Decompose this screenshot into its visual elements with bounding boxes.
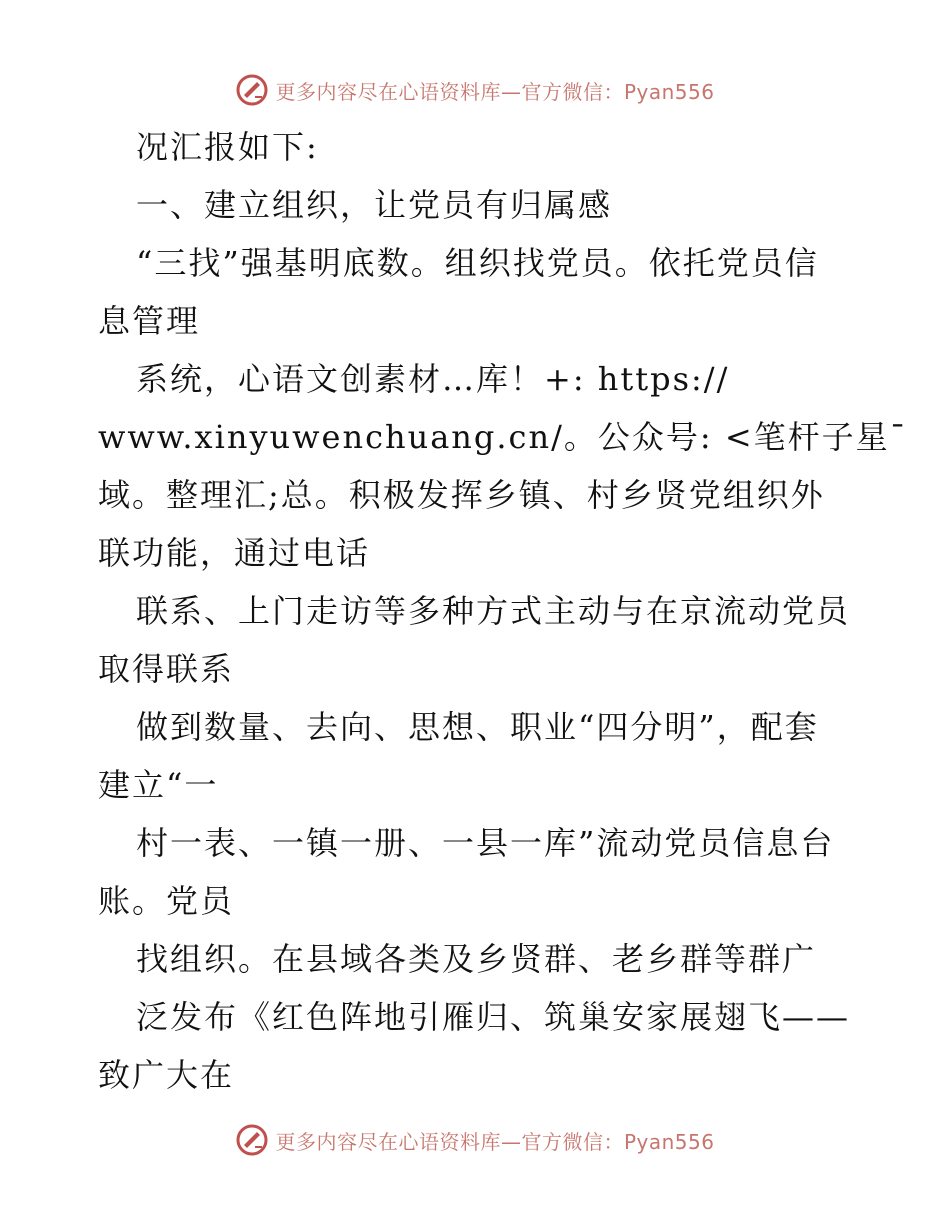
watermark-text: 更多内容尽在心语资料库—官方微信：Pyan556 — [275, 79, 715, 104]
text-line: 致广大在 — [98, 1056, 235, 1094]
header-watermark — [0, 70, 950, 110]
footer-watermark — [0, 1120, 950, 1160]
watermark-logo-icon — [235, 73, 269, 107]
text-line: 账。党员 — [98, 882, 235, 920]
section-heading: 一、建立组织，让党员有归属感 — [136, 186, 613, 224]
text-line: 建立“一 — [98, 766, 219, 804]
text-line: 联系、上门走访等多种方式主动与在京流动党员 — [136, 592, 851, 630]
text-line: 系统，心语文创素材…库！+: https:// — [136, 360, 730, 398]
watermark-logo-icon — [235, 1123, 269, 1157]
text-line: 域。整理汇;总。积极发挥乡镇、村乡贤党组织外 — [98, 476, 825, 514]
text-line: 取得联系 — [98, 650, 235, 688]
text-line: 村一表、一镇一册、一县一库”流动党员信息台 — [136, 824, 835, 862]
text-line: 况汇报如下: — [136, 128, 319, 166]
text-line: 息管理 — [98, 302, 201, 340]
text-line: 泛发布《红色阵地引雁归、筑巢安家展翅飞—— — [136, 998, 851, 1036]
watermark-text: 更多内容尽在心语资料库—官方微信：Pyan556 — [275, 1129, 715, 1154]
text-line: www.xinyuwenchuang.cn/。公众号: <笔杆子星¯ — [98, 418, 908, 456]
text-line: 做到数量、去向、思想、职业“四分明”，配套 — [136, 708, 819, 746]
text-line: 找组织。在县域各类及乡贤群、老乡群等群广 — [136, 940, 817, 978]
text-line: “三找”强基明底数。组织找党员。依托党员信 — [136, 244, 819, 282]
text-line: 联功能，通过电话 — [98, 534, 371, 572]
